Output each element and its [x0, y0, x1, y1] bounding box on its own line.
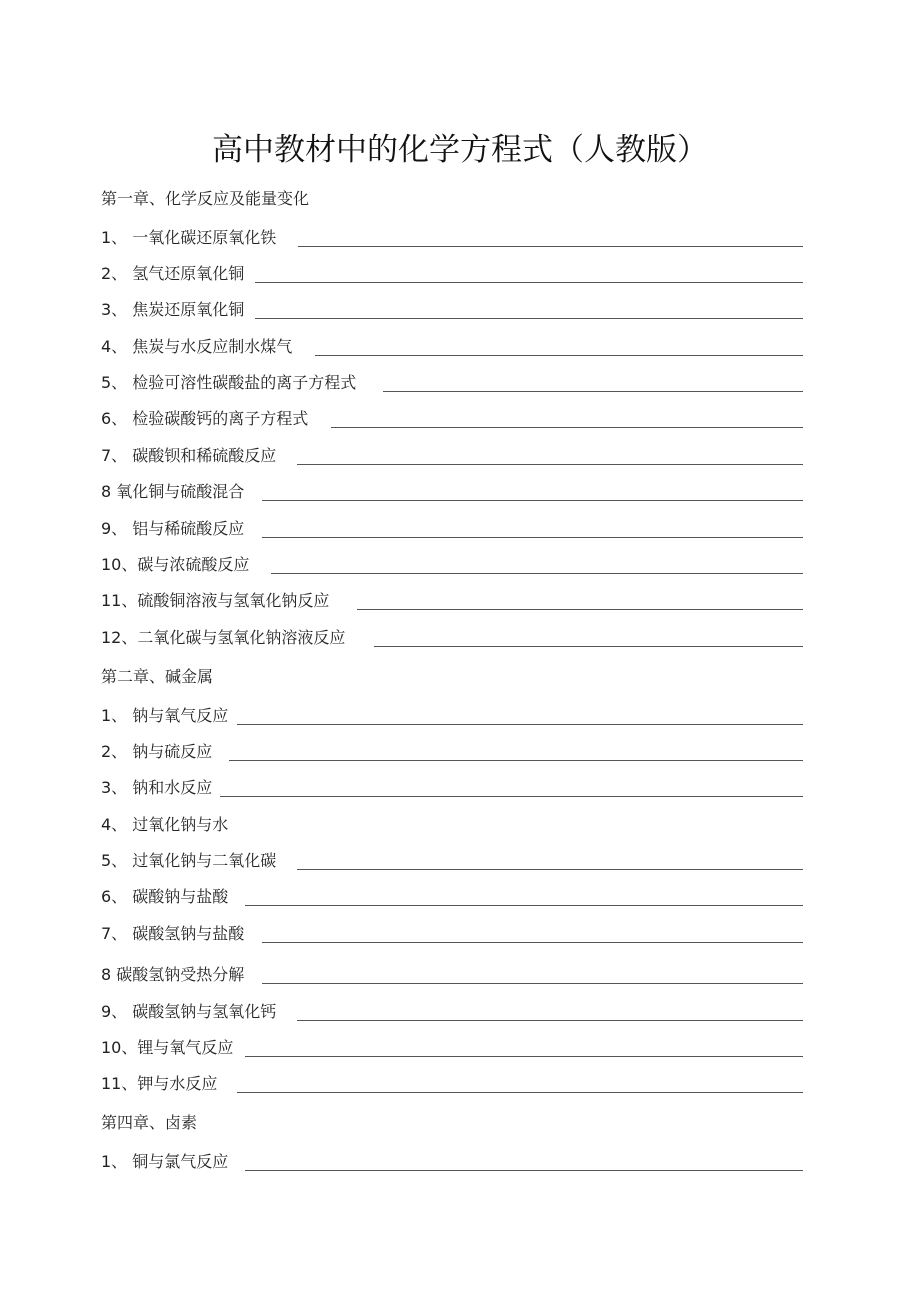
answer-blank[interactable] [297, 1020, 803, 1021]
answer-blank[interactable] [262, 983, 803, 984]
list-item [101, 590, 803, 612]
list-item [101, 814, 803, 836]
item-label: 2、 钠与硫反应 [101, 742, 213, 761]
answer-blank[interactable] [271, 573, 803, 574]
item-label: 8 碳酸氢钠受热分解 [101, 965, 245, 984]
list-item [101, 741, 803, 763]
answer-blank[interactable] [262, 500, 803, 501]
list-item [101, 372, 803, 394]
list-item [101, 923, 803, 945]
list-item [101, 627, 803, 649]
list-item [101, 1151, 803, 1173]
item-label: 9、 碳酸氢钠与氢氧化钙 [101, 1002, 277, 1021]
list-item [101, 1001, 803, 1023]
answer-blank[interactable] [262, 537, 803, 538]
item-label: 1、 铜与氯气反应 [101, 1152, 229, 1171]
item-label: 4、 焦炭与水反应制水煤气 [101, 337, 293, 356]
list-item [101, 263, 803, 285]
answer-blank[interactable] [245, 1170, 803, 1171]
answer-blank[interactable] [220, 796, 803, 797]
item-label: 10、碳与浓硫酸反应 [101, 555, 250, 574]
chapter-heading: 第一章、化学反应及能量变化 [101, 189, 310, 208]
item-label: 11、硫酸铜溶液与氢氧化钠反应 [101, 591, 330, 610]
item-label: 6、 碳酸钠与盐酸 [101, 887, 229, 906]
answer-blank[interactable] [374, 646, 803, 647]
answer-blank[interactable] [357, 609, 803, 610]
answer-blank[interactable] [245, 1056, 803, 1057]
answer-blank[interactable] [262, 942, 803, 943]
answer-blank[interactable] [315, 355, 803, 356]
chapter-heading: 第二章、碱金属 [101, 667, 214, 686]
answer-blank[interactable] [255, 282, 803, 283]
item-label: 11、钾与水反应 [101, 1074, 218, 1093]
list-item [101, 1037, 803, 1059]
list-item [101, 518, 803, 540]
item-label: 1、 钠与氧气反应 [101, 706, 229, 725]
list-item [101, 227, 803, 249]
answer-blank[interactable] [331, 427, 803, 428]
item-label: 4、 过氧化钠与水 [101, 815, 229, 834]
item-label: 3、 钠和水反应 [101, 778, 213, 797]
item-label: 5、 检验可溶性碳酸盐的离子方程式 [101, 373, 357, 392]
list-item [101, 705, 803, 727]
chapter-heading: 第四章、卤素 [101, 1113, 198, 1132]
item-label: 12、二氧化碳与氢氧化钠溶液反应 [101, 628, 346, 647]
answer-blank[interactable] [298, 246, 803, 247]
list-item [101, 299, 803, 321]
item-label: 5、 过氧化钠与二氧化碳 [101, 851, 277, 870]
item-label: 10、锂与氧气反应 [101, 1038, 234, 1057]
item-label: 3、 焦炭还原氧化铜 [101, 300, 245, 319]
answer-blank[interactable] [245, 905, 803, 906]
item-label: 2、 氢气还原氧化铜 [101, 264, 245, 283]
answer-blank[interactable] [297, 464, 803, 465]
item-label: 6、 检验碳酸钙的离子方程式 [101, 409, 309, 428]
document-title: 高中教材中的化学方程式（人教版） [212, 132, 708, 168]
list-item [101, 964, 803, 986]
item-label: 9、 铝与稀硫酸反应 [101, 519, 245, 538]
list-item [101, 554, 803, 576]
list-item [101, 777, 803, 799]
list-item [101, 408, 803, 430]
answer-blank[interactable] [229, 760, 803, 761]
item-label: 7、 碳酸钡和稀硫酸反应 [101, 446, 277, 465]
item-label: 8 氧化铜与硫酸混合 [101, 482, 245, 501]
list-item [101, 886, 803, 908]
answer-blank[interactable] [255, 318, 803, 319]
list-item [101, 850, 803, 872]
item-label: 1、 一氧化碳还原氧化铁 [101, 228, 277, 247]
answer-blank[interactable] [383, 391, 803, 392]
answer-blank[interactable] [297, 869, 803, 870]
answer-blank[interactable] [237, 724, 803, 725]
list-item [101, 445, 803, 467]
list-item [101, 1073, 803, 1095]
list-item [101, 481, 803, 503]
list-item [101, 336, 803, 358]
item-label: 7、 碳酸氢钠与盐酸 [101, 924, 245, 943]
answer-blank[interactable] [237, 1092, 803, 1093]
